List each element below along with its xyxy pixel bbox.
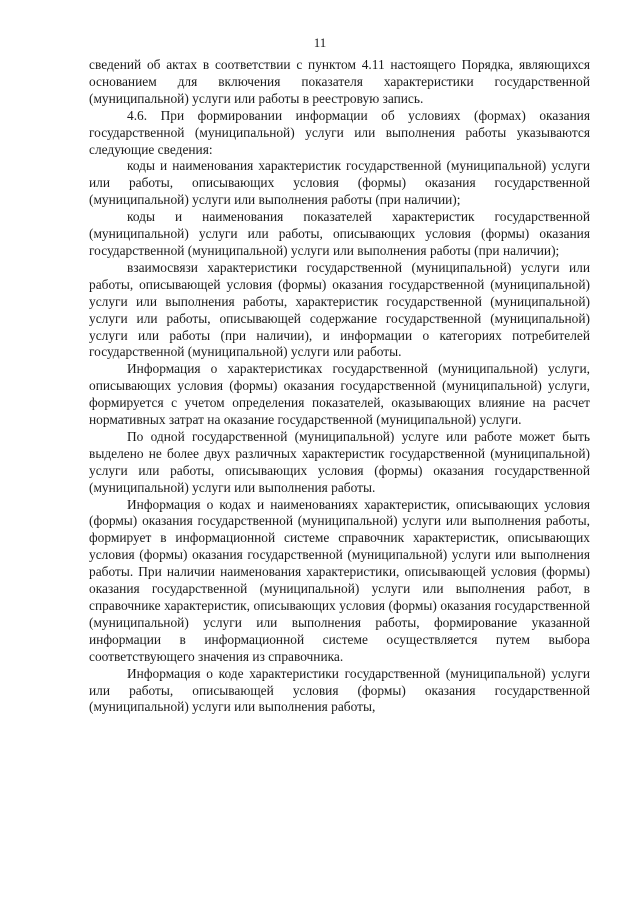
paragraph-list-item-codes-indicators: коды и наименования показателей характеристик государственной (муниципальной) услуги или работы, описывающих условия (формы) оказания государственной (муниципальной) услуги или выполнения работы (при наличии); (89, 209, 590, 258)
paragraph-continuation: сведений об актах в соответствии с пунктом 4.11 настоящего Порядка, являющихся основанием для включения показателя характеристики государственной (муниципальной) услуги или работы в реестровую запись. (89, 57, 590, 106)
paragraph-reference-book: Информация о кодах и наименованиях характеристик, описывающих условия (формы) оказания государственной (муниципальной) услуги или выполнения работы, формирует в информационной системе справочник характеристик, описывающих условия (формы) оказания государственной (муниципальной) услуги или выполнения работы. При наличии наименования характеристики, описывающей условия (формы) оказания государственной (муниципальной) услуги или выполнения работ, в справочнике характеристик, описывающих условия (формы) оказания государственной (муниципальной) услуги или выполнения работы, формирование указанной информации в информационной системе осуществляется путем выбора соответствующего значения из справочника. (89, 496, 590, 664)
page-number: 11 (313, 35, 327, 50)
paragraph-max-two-characteristics: По одной государственной (муниципальной) услуге или работе может быть выделено не более двух различных характеристик государственной (муниципальной) услуги или работы, описывающих условия (формы) оказания государственной (муниципальной) услуги или выполнения работы. (89, 428, 590, 495)
paragraph-list-item-relationships: взаимосвязи характеристики государственной (муниципальной) услуги или работы, описывающей условия (формы) оказания государственной (муниципальной) услуги или выполнения работы, характеристик государственной (муниципальной) услуги или работы, описывающей содержание государственной (муниципальной) услуги или работы (при наличии), и информации о категориях потребителей государственной (муниципальной) услуги или работы. (89, 259, 590, 360)
paragraph-characteristics-info: Информация о характеристиках государственной (муниципальной) услуги, описывающих условия (формы) оказания государственной (муниципальной) услуги, формируется с учетом определения показателей, оказывающих влияние на расчет нормативных затрат на оказание государственной (муниципальной) услуги. (89, 361, 590, 428)
paragraph-clause-4-6: 4.6. При формировании информации об условиях (формах) оказания государственной (муниципальной) услуги или выполнения работы указываются следующие сведения: (89, 107, 590, 157)
paragraph-list-item-codes-characteristics: коды и наименования характеристик государственной (муниципальной) услуги или работы, описывающих условия (формы) оказания государственной (муниципальной) услуги или выполнения работы (при наличии); (89, 158, 590, 208)
document-body (89, 57, 590, 716)
paragraph-characteristic-code: Информация о коде характеристики государственной (муниципальной) услуги или работы, описывающей условия (формы) оказания государственной (муниципальной) услуги или выполнения работы, (89, 665, 590, 715)
